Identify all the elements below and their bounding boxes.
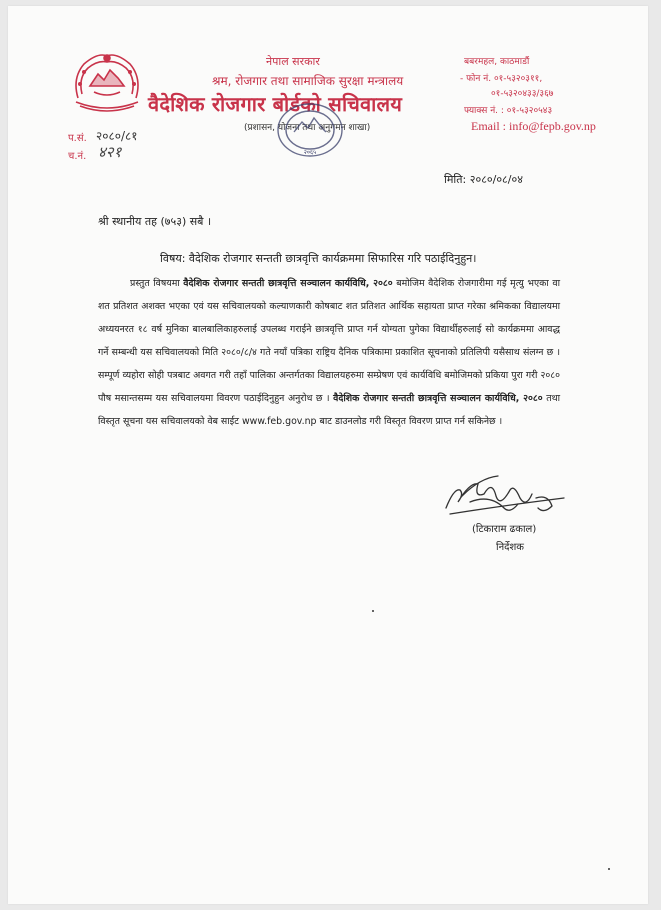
- phone-number: - फोन नं. ०१-५३२०३११,: [460, 74, 543, 84]
- paper-speck: [608, 868, 610, 870]
- letter-date: मिति: २०८०/०८/०४: [444, 173, 523, 186]
- signatory-name: (टिकाराम ढकाल): [472, 524, 537, 535]
- ps-value: २०८०/८१: [96, 129, 138, 143]
- guideline-name-2: वैदेशिक रोजगार सन्तती छात्रवृत्ति सञ्चालन कार्यविधि, २०८०: [333, 393, 543, 404]
- cn-label: च.नं.: [68, 151, 87, 162]
- letter-subject: विषय: वैदेशिक रोजगार सन्तती छात्रवृत्ति कार्यक्रममा सिफारिस गरि पठाईदिनुहुन।: [160, 252, 477, 265]
- email-address: Email : info@fepb.gov.np: [471, 119, 596, 133]
- guideline-name: वैदेशिक रोजगार सन्तती छात्रवृत्ति सञ्चालन कार्यविधि, २०८०: [183, 278, 393, 289]
- ps-label: प.सं.: [68, 133, 87, 144]
- addressee: श्री स्थानीय तह (७५३) सबै ।: [98, 215, 212, 228]
- phone-number-2: ०१-५३२०४३३/३६७: [491, 89, 554, 99]
- government-name: नेपाल सरकार: [266, 55, 320, 68]
- office-stamp-icon: [276, 102, 344, 160]
- letter-page: [8, 6, 648, 904]
- paper-speck: [372, 610, 374, 612]
- secretariat-name: वैदेशिक रोजगार बोर्डको सचिवालय: [148, 92, 403, 116]
- letter-body: प्रस्तुत विषयमा वैदेशिक रोजगार सन्तती छात्रवृत्ति सञ्चालन कार्यविधि, २०८० बमोजिम वैदेशिक रोजगारीमा गई मृत्यु भएका वा शत प्रतिशत अशक्त भएका एवं यस सचिवालयको कल्याणकारी कोषबाट शत प्रतिशत आर्थिक सहायता प्राप्त गरेका श्रमिकका विद्यालयमा अध्ययनरत १८ वर्ष मुनिका बालबालिकाहरुलाई उपलब्ध गराईने छात्रवृत्ति प्राप्त गर्न योग्यता पुगेका विद्यार्थीहरुलाई सो कार्यक्रममा आवद्ध गर्ने सम्बन्धी यस सचिवालयको मिति २०८०/८/४ गते नयाँ पत्रिका राष्ट्रिय दैनिक पत्रिकामा प्रकाशित सूचनाको प्रतिलिपी यसैसाथ संलग्न छ । सम्पूर्ण व्यहोरा सोही पत्रबाट अवगत गरी तहाँ पालिका अन्तर्गतका विद्यालयहरुमा सम्प्रेषण एवं कार्यविधि बमोजिमको प्रकिया पुरा गरी २०८० पौष मसान्तसम्म यस सचिवालयमा विवरण पठाईदिनुहुन अनुरोध छ । वैदेशिक रोजगार सन्तती छात्रवृत्ति सञ्चालन कार्यविधि, २०८० तथा विस्तृत सूचना यस सचिवालयको वेब साईट www.feb.gov.np बाट डाउनलोड गरी विस्तृत विवरण प्राप्त गर्न सकिनेछ ।: [98, 278, 561, 427]
- signature-icon: [440, 468, 570, 524]
- section-name: (प्रशासन, योजना तथा अनुगमन शाखा): [244, 123, 371, 133]
- ministry-name: श्रम, रोजगार तथा सामाजिक सुरक्षा मन्त्रालय: [212, 74, 404, 88]
- cn-value: ४२१: [98, 143, 122, 161]
- nepal-emblem-icon: [68, 48, 146, 116]
- office-address: बबरमहल, काठमाडौं: [464, 57, 530, 67]
- stamp-year: २०६५: [303, 149, 317, 156]
- fax-number: फ्याक्स नं. : ०१-५३२०५४३: [464, 106, 553, 116]
- signatory-title: निर्देशक: [496, 542, 524, 553]
